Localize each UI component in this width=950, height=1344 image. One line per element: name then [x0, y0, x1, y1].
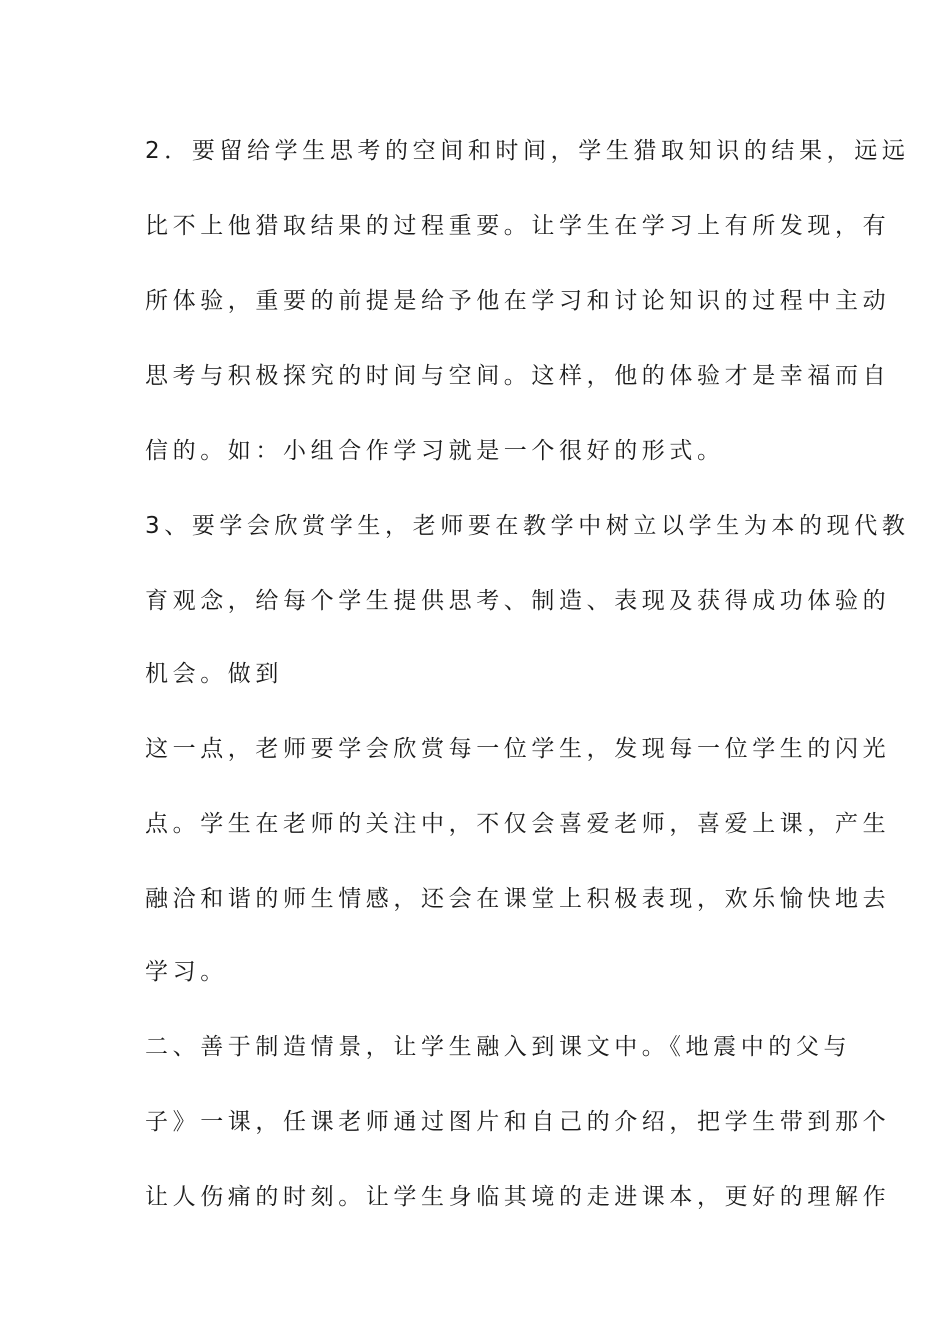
text-line: 二、善于制造情景，让学生融入到课文中。《地震中的父与 [145, 1034, 852, 1060]
text-line: 这一点，老师要学会欣赏每一位学生，发现每一位学生的闪光 [145, 736, 891, 762]
text-line: 让人伤痛的时刻。让学生身临其境的走进课本，更好的理解作 [145, 1184, 891, 1210]
text-line: 融洽和谐的师生情感，还会在课堂上积极表现，欢乐愉快地去 [145, 886, 891, 912]
text-line: 子》一课，任课老师通过图片和自己的介绍，把学生带到那个 [145, 1109, 891, 1135]
text-line: 2．要留给学生思考的空间和时间，学生猎取知识的结果，远远 [145, 138, 910, 164]
text-line: 信的。如：小组合作学习就是一个很好的形式。 [145, 438, 725, 464]
text-line: 所体验，重要的前提是给予他在学习和讨论知识的过程中主动 [145, 288, 891, 314]
text-line: 点。学生在老师的关注中，不仅会喜爱老师，喜爱上课，产生 [145, 811, 891, 837]
text-line: 学习。 [145, 959, 228, 985]
text-line: 3、要学会欣赏学生，老师要在教学中树立以学生为本的现代教 [145, 513, 910, 539]
text-line: 机会。做到 [145, 661, 283, 687]
text-line: 比不上他猎取结果的过程重要。让学生在学习上有所发现，有 [145, 213, 891, 239]
text-line: 育观念，给每个学生提供思考、制造、表现及获得成功体验的 [145, 588, 891, 614]
text-line: 思考与积极探究的时间与空间。这样，他的体验才是幸福而自 [145, 363, 891, 389]
